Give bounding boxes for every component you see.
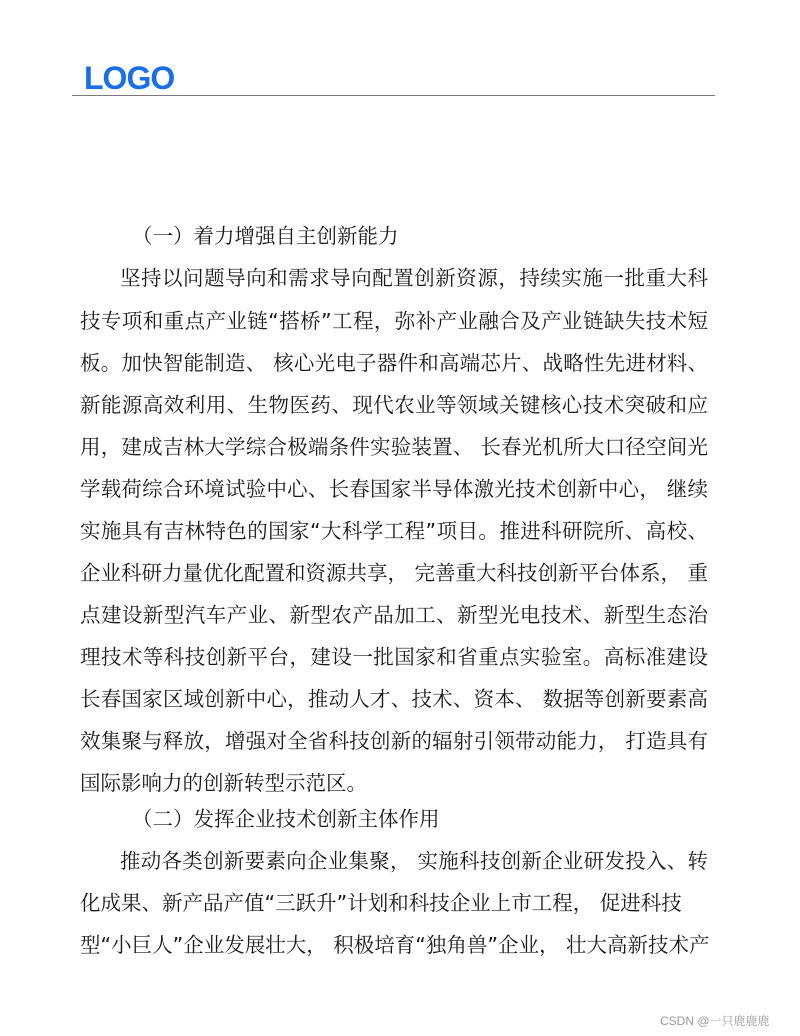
paragraph-line: 国际影响力的创新转型示范区。 bbox=[80, 771, 367, 795]
paragraph-line: 板。加快智能制造、 核心光电子器件和高端芯片、战略性先进材料、 bbox=[80, 351, 708, 375]
paragraph-line: 学载荷综合环境试验中心、长春国家半导体激光技术创新中心， 继续 bbox=[80, 477, 708, 501]
header-divider bbox=[72, 95, 715, 96]
paragraph-line: 型“小巨人”企业发展壮大， 积极培育“独角兽”企业， 壮大高新技术产 bbox=[80, 933, 710, 957]
logo-text: LOGO bbox=[84, 60, 175, 96]
section-heading-1: （一）着力增强自主创新能力 bbox=[132, 224, 399, 248]
logo-icon bbox=[84, 57, 176, 97]
paragraph-line: 化成果、新产品产值“三跃升”计划和科技企业上市工程， 促进科技 bbox=[80, 891, 682, 915]
paragraph-line: 理技术等科技创新平台，建设一批国家和省重点实验室。高标准建设 bbox=[80, 645, 708, 669]
paragraph-line: 坚持以问题导向和需求导向配置创新资源，持续实施一批重大科 bbox=[120, 266, 708, 290]
paragraph-line: 推动各类创新要素向企业集聚， 实施科技创新企业研发投入、转 bbox=[120, 849, 708, 873]
paragraph-line: 企业科研力量优化配置和资源共享， 完善重大科技创新平台体系， 重 bbox=[80, 561, 709, 585]
paragraph-line: 实施具有吉林特色的国家“大科学工程”项目。推进科研院所、高校、 bbox=[80, 519, 708, 543]
section-heading-2: （二）发挥企业技术创新主体作用 bbox=[132, 807, 440, 831]
paragraph-line: 效集聚与释放，增强对全省科技创新的辐射引领带动能力， 打造具有 bbox=[80, 729, 708, 753]
paragraph-line: 新能源高效利用、生物医药、现代农业等领域关键核心技术突破和应 bbox=[80, 393, 708, 417]
paragraph-line: 点建设新型汽车产业、新型农产品加工、新型光电技术、新型生态治 bbox=[80, 603, 708, 627]
paragraph-line: 用，建成吉林大学综合极端条件实验装置、 长春光机所大口径空间光 bbox=[80, 435, 708, 459]
watermark: CSDN @一只鹿鹿鹿 bbox=[660, 1014, 770, 1028]
paragraph-line: 长春国家区域创新中心，推动人才、技术、资本、 数据等创新要素高 bbox=[80, 687, 708, 711]
paragraph-line: 技专项和重点产业链“搭桥”工程，弥补产业融合及产业链缺失技术短 bbox=[80, 309, 708, 333]
